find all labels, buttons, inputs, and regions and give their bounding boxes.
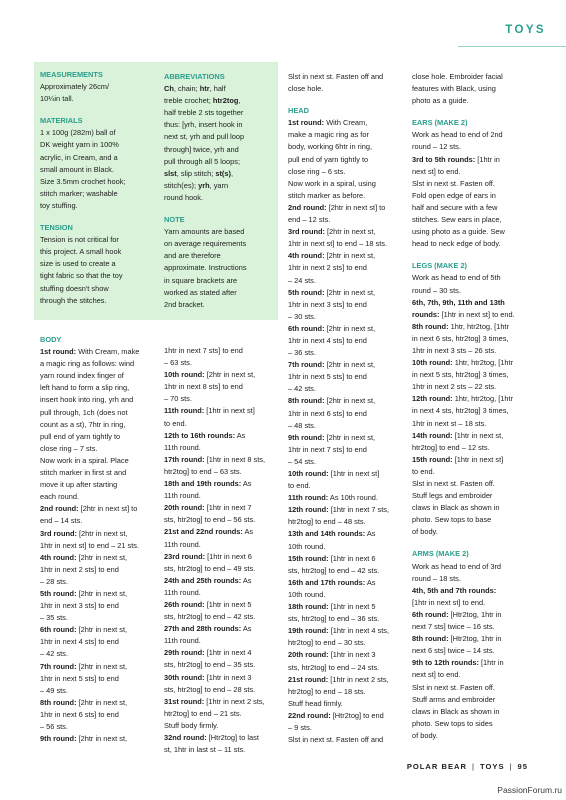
body-instructions-part1: 1st round: With Cream, make a magic ring as follows: wind yarn round index finger of left hand to form a slip ring, insert hook into ring, yrh and pull through, 1ch (does not count as a st), 7htr in ring, pull end of yarn tightly to close ring – 7 sts. Now work in a spiral. Place stitch marker in first st and move it up after starting each round. 2nd round: [2htr in next st] to end – 14 sts. 3rd round: [2htr in next st, 1htr in next st] to end – 21 sts. 4th round: [2htr in next st, 1htr in next 2 sts] to end – 28 sts. 5th round: [2htr in next st, 1htr in next 3 sts] to end – 35 sts. 6th round: [2htr in next st, 1htr in next 4 sts] to end – 42 sts. 7th round: [2htr in next st, 1htr in next 5 sts] to end – 49 sts. 8th round: [2htr in next st, 1htr in next 6 sts] to end – 56 sts. 9th round: [2htr in next st, <box>40 347 140 744</box>
legs-heading: LEGS (MAKE 2) <box>412 261 468 271</box>
body-heading: BODY <box>40 335 62 344</box>
head-finish-text: close hole. Embroider facial features with Black, using photo as a guide. <box>412 72 503 106</box>
page-number: 95 <box>517 762 528 771</box>
footer-title: POLAR BEAR <box>406 762 468 771</box>
page-header <box>0 0 566 64</box>
column-3 <box>288 71 410 746</box>
measurements-text: Approximately 26cm/ 10¼in tall. <box>40 82 110 104</box>
measurements-heading: MEASUREMENTS <box>40 70 103 79</box>
body-column-1 <box>40 334 162 745</box>
note-heading: NOTE <box>164 215 185 225</box>
materials-text: 1 x 100g (282m) ball of DK weight yarn in 100% acrylic, in Cream, and a small amount in Black. Size 3.5mm crochet hook; stitch marker; washable toy stuffing. <box>40 128 126 210</box>
tension-text: Tension is not critical for this project. A small hook size is used to create a tight fabric so that the toy stuffing doesn't show through the stitches. <box>40 235 123 305</box>
watermark: PassionForum.ru <box>497 785 562 795</box>
body-column-2 <box>164 334 286 756</box>
page-footer <box>407 762 528 771</box>
head-instructions: 1st round: With Cream, make a magic ring as for body, working 6htr in ring, pull end of yarn tightly to close ring – 6 sts. Now work in a spiral, using stitch marker as before. 2nd round: [2htr in next st] to end – 12 sts. 3rd round: [2htr in next st, 1htr in next st] to end – 18 sts. 4th round: [2htr in next st, 1htr in next 2 sts] to end – 24 sts. 5th round: [2htr in next st, 1htr in next 3 sts] to end – 30 sts. 6th round: [2htr in next st, 1htr in next 4 sts] to end – 36 sts. 7th round: [2htr in next st, 1htr in next 5 sts] to end – 42 sts. 8th round: [2htr in next st, 1htr in next 6 sts] to end – 48 sts. 9th round: [2htr in next st, 1htr in next 7 sts] to end – 54 sts. 10th round: [1htr in next st] to end. 11th round: As 10th round. 12th round: [1htr in next 7 sts, htr2tog] to end – 48 sts. 13th and 14th rounds: As 10th round. 15th round: [1htr in next 6 sts, htr2tog] to end – 42 sts. 16th and 17th rounds: As 10th round. 18th round: [1htr in next 5 sts, htr2tog] to end – 36 sts. 19th round: [1htr in next 4 sts, htr2tog] to end – 30 sts. 20th round: [1htr in next 3 sts, htr2tog] to end – 24 sts. 21st round: [1htr in next 2 sts, htr2tog] to end – 18 sts. Stuff head firmly. 22nd round: [Htr2tog] to end – 9 sts. Slst in next st. Fasten off and <box>288 118 390 745</box>
legs-instructions: Work as head to end of 5th round – 30 sts. 6th, 7th, 9th, 11th and 13th rounds: [1htr in next st] to end. 8th round: 1htr, htr2tog, [1htr in next 6 sts, htr2tog] 3 times, 1htr in next 3 sts – 26 sts. 10th round: 1htr, htr2tog, [1htr in next 5 sts, htr2tog] 3 times, 1htr in next 2 sts – 22 sts. 12th round: 1htr, htr2tog, [1htr in next 4 sts, htr2tog] 3 times, 1htr in next st – 18 sts. 14th round: [1htr in next st, htr2tog] to end – 12 sts. 15th round: [1htr in next st] to end. Slst in next st. Fasten off. Stuff legs and embroider claws in Black as shown in photo. Sew tops to base of body. <box>412 273 515 537</box>
footer-section: TOYS <box>480 762 505 771</box>
ears-instructions: Work as head to end of 2nd round – 12 sts. 3rd to 5th rounds: [1htr in next st] to end. Slst in next st. Fasten off. Fold open edge of ears in half and secure with a few stitches. Sew ears in place, using photo as a guide. Sew head to neck edge of body. <box>412 130 505 249</box>
materials-heading: MATERIALS <box>40 116 83 126</box>
body-finish-text: Slst in next st. Fasten off and close hole. <box>288 72 384 94</box>
abbreviations-heading: ABBREVIATIONS <box>164 72 225 81</box>
abbreviations-text: Ch, chain; htr, half treble crochet; htr2tog, half treble 2 sts together thus: [yrh, insert hook in next st, yrh and pull loop through] twice, yrh and pull through all 5 loops; slst, slip stitch; st(s), stitch(es); yrh, yarn round hook. <box>164 84 245 202</box>
info-box-left-column <box>40 69 158 307</box>
footer-separator: | <box>472 762 476 771</box>
body-instructions-part2: 1htr in next 7 sts] to end – 63 sts. 10th round: [2htr in next st, 1htr in next 8 sts] to end – 70 sts. 11th round: [1htr in next st] to end. 12th to 16th rounds: As 11th round. 17th round: [1htr in next 8 sts, htr2tog] to end – 63 sts. 18th and 19th rounds: As 11th round. 20th round: [1htr in next 7 sts, htr2tog] to end – 56 sts. 21st and 22nd rounds: As 11th round. 23rd round: [1htr in next 6 sts, htr2tog] to end – 49 sts. 24th and 25th rounds: As 11th round. 26th round: [1htr in next 5 sts, htr2tog] to end – 42 sts. 27th and 28th rounds: As 11th round. 29th round: [1htr in next 4 sts, htr2tog] to end – 35 sts. 30th round: [1htr in next 3 sts, htr2tog] to end – 28 sts. 31st round: [1htr in next 2 sts, htr2tog] to end – 21 sts. Stuff body firmly. 32nd round: [Htr2tog] to last st, 1htr in last st – 11 sts. <box>164 346 266 755</box>
tension-heading: TENSION <box>40 223 73 233</box>
arms-heading: ARMS (MAKE 2) <box>412 549 469 559</box>
column-4 <box>412 71 536 742</box>
footer-separator: | <box>509 762 513 771</box>
arms-instructions: Work as head to end of 3rd round – 18 sts. 4th, 5th and 7th rounds: [1htr in next st] to end. 6th round: [Htr2tog, 1htr in next 7 sts] twice – 16 sts. 8th round: [Htr2tog, 1htr in next 6 sts] twice – 14 sts. 9th to 12th rounds: [1htr in next st] to end. Slst in next st. Fasten off. Stuff arms and embroider claws in Black as shown in photo. Sew tops to sides of body. <box>412 561 504 740</box>
header-rule <box>458 46 566 47</box>
head-heading: HEAD <box>288 106 309 116</box>
info-box-right-column <box>164 71 276 311</box>
section-tag: TOYS <box>505 24 546 36</box>
note-text: Yarn amounts are based on average requirements and are therefore approximate. Instructions in square brackets are worked as stated after 2nd bracket. <box>164 227 247 309</box>
ears-heading: EARS (MAKE 2) <box>412 118 468 128</box>
